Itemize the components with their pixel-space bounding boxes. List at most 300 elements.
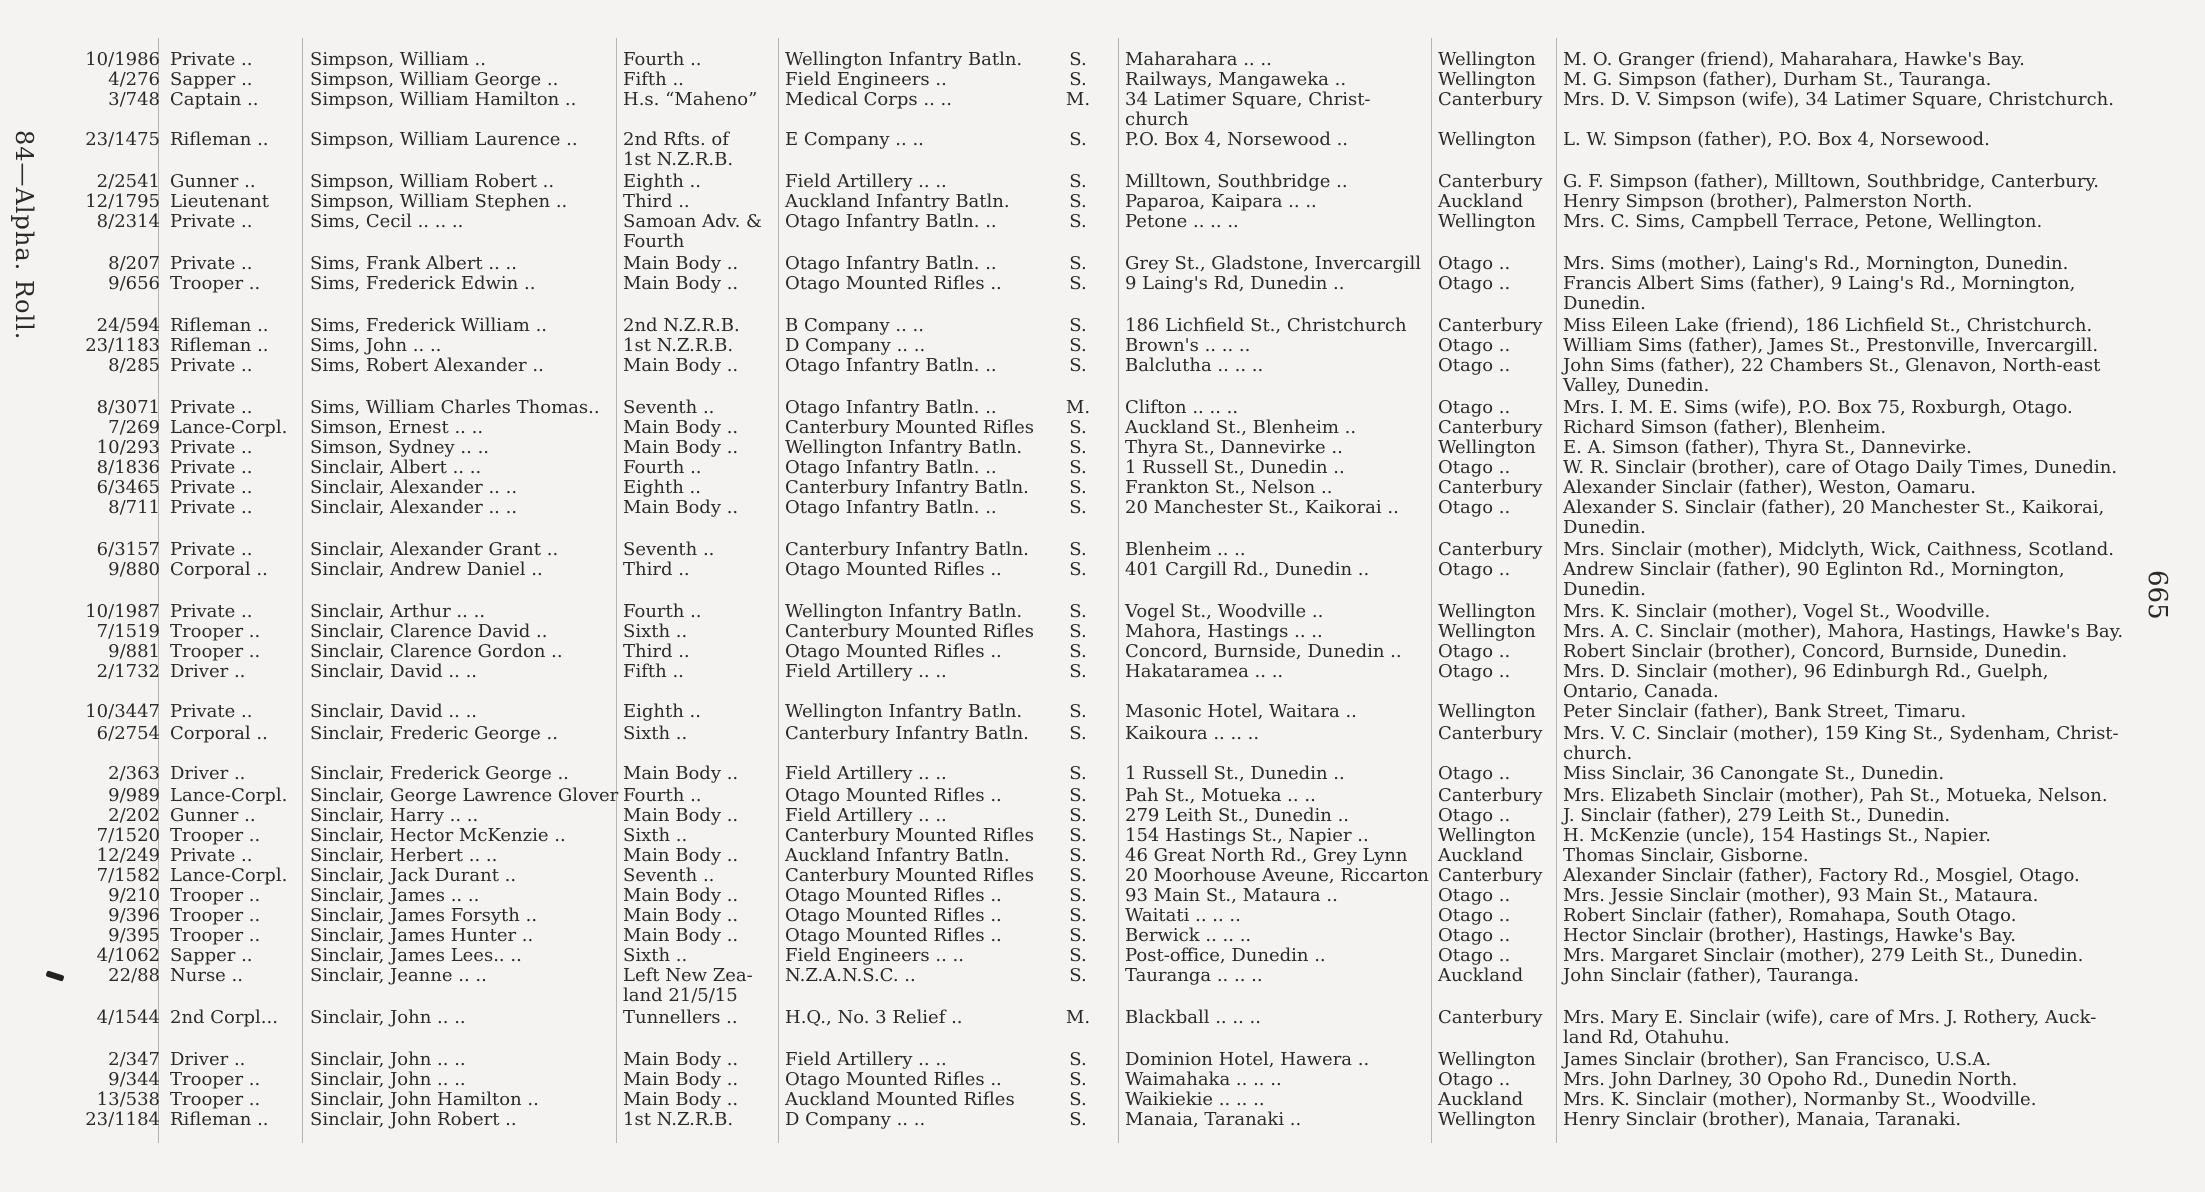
marital-status-cell: S.: [1069, 845, 1087, 866]
unit-cell: 2nd N.Z.R.B.: [623, 315, 740, 336]
corps-cell: Canterbury Infantry Batln.: [785, 477, 1029, 498]
regimental-number-cell: 2/202: [108, 805, 160, 826]
district-cell: Canterbury: [1438, 785, 1543, 806]
address-cell: Dominion Hotel, Hawera ..: [1125, 1049, 1370, 1070]
corps-cell: Field Artillery .. ..: [785, 1049, 947, 1070]
address-cell: Manaia, Taranaki ..: [1125, 1109, 1302, 1130]
corps-cell: Otago Mounted Rifles ..: [785, 785, 1002, 806]
marital-status-cell: S.: [1069, 315, 1087, 336]
rank-cell: Corporal ..: [170, 559, 268, 580]
unit-cell: Eighth ..: [623, 171, 702, 192]
regimental-number-cell: 24/594: [96, 315, 160, 336]
marital-status-cell: S.: [1069, 273, 1087, 294]
rank-cell: Private ..: [170, 477, 253, 498]
corps-cell: Otago Infantry Batln. ..: [785, 457, 997, 478]
marital-status-cell: S.: [1069, 49, 1087, 70]
next-of-kin-cell: Robert Sinclair (brother), Concord, Burnside, Dunedin.: [1563, 641, 2068, 662]
next-of-kin-cell: Hector Sinclair (brother), Hastings, Hawke's Bay.: [1563, 925, 2016, 946]
corps-cell: Medical Corps .. ..: [785, 89, 952, 110]
address-cell: Grey St., Gladstone, Invercargill: [1125, 253, 1421, 274]
soldier-name-cell: Sinclair, David .. ..: [310, 701, 478, 722]
district-cell: Auckland: [1438, 1089, 1524, 1110]
marital-status-cell: S.: [1069, 69, 1087, 90]
next-of-kin-cell: Valley, Dunedin.: [1563, 375, 1710, 396]
district-cell: Otago ..: [1438, 661, 1511, 682]
soldier-name-cell: Sinclair, Jack Durant ..: [310, 865, 517, 886]
corps-cell: D Company .. ..: [785, 335, 926, 356]
regimental-number-cell: 7/1520: [96, 825, 160, 846]
unit-cell: Seventh ..: [623, 397, 715, 418]
unit-cell: Fourth ..: [623, 457, 702, 478]
marital-status-cell: S.: [1069, 129, 1087, 150]
corps-cell: Field Engineers .. ..: [785, 945, 964, 966]
unit-cell: Main Body ..: [623, 1069, 739, 1090]
soldier-name-cell: Sinclair, Alexander .. ..: [310, 497, 518, 518]
unit-cell: Third ..: [623, 641, 690, 662]
address-cell: Blenheim .. ..: [1125, 539, 1246, 560]
rank-cell: Lance-Corpl.: [170, 785, 288, 806]
address-cell: Maharahara .. ..: [1125, 49, 1272, 70]
address-cell: 20 Moorhouse Aveune, Riccarton: [1125, 865, 1429, 886]
next-of-kin-cell: Alexander Sinclair (father), Weston, Oamaru.: [1563, 477, 1976, 498]
soldier-name-cell: Sinclair, James .. ..: [310, 885, 480, 906]
soldier-name-cell: Sinclair, David .. ..: [310, 661, 478, 682]
soldier-name-cell: Sims, John .. ..: [310, 335, 442, 356]
rank-cell: Private ..: [170, 253, 253, 274]
address-cell: 1 Russell St., Dunedin ..: [1125, 457, 1345, 478]
district-cell: Canterbury: [1438, 171, 1543, 192]
corps-cell: Canterbury Infantry Batln.: [785, 723, 1029, 744]
corps-cell: Otago Mounted Rifles ..: [785, 905, 1002, 926]
unit-cell: Fourth: [623, 231, 685, 252]
address-cell: Concord, Burnside, Dunedin ..: [1125, 641, 1402, 662]
address-cell: 20 Manchester St., Kaikorai ..: [1125, 497, 1399, 518]
address-cell: Balclutha .. .. ..: [1125, 355, 1264, 376]
regimental-number-cell: 9/656: [108, 273, 160, 294]
regimental-number-cell: 9/344: [108, 1069, 160, 1090]
marital-status-cell: S.: [1069, 335, 1087, 356]
rank-cell: Trooper ..: [170, 1069, 261, 1090]
next-of-kin-cell: Dunedin.: [1563, 293, 1646, 314]
marital-status-cell: S.: [1069, 211, 1087, 232]
regimental-number-cell: 9/880: [108, 559, 160, 580]
soldier-name-cell: Sims, Frederick William ..: [310, 315, 548, 336]
soldier-name-cell: Sinclair, James Hunter ..: [310, 925, 534, 946]
district-cell: Canterbury: [1438, 477, 1543, 498]
address-cell: 154 Hastings St., Napier ..: [1125, 825, 1369, 846]
district-cell: Otago ..: [1438, 253, 1511, 274]
regimental-number-cell: 23/1184: [85, 1109, 160, 1130]
address-cell: Petone .. .. ..: [1125, 211, 1239, 232]
soldier-name-cell: Simson, Ernest .. ..: [310, 417, 484, 438]
address-cell: 9 Laing's Rd, Dunedin ..: [1125, 273, 1345, 294]
next-of-kin-cell: Mrs. D. Sinclair (mother), 96 Edinburgh Rd., Guelph,: [1563, 661, 2049, 682]
regimental-number-cell: 8/207: [108, 253, 160, 274]
next-of-kin-cell: John Sims (father), 22 Chambers St., Glenavon, North-east: [1563, 355, 2101, 376]
corps-cell: Canterbury Mounted Rifles: [785, 417, 1034, 438]
district-cell: Wellington: [1438, 825, 1536, 846]
rank-cell: Trooper ..: [170, 885, 261, 906]
marital-status-cell: S.: [1069, 559, 1087, 580]
unit-cell: Main Body ..: [623, 1049, 739, 1070]
address-cell: 401 Cargill Rd., Dunedin ..: [1125, 559, 1370, 580]
soldier-name-cell: Sims, Cecil .. .. ..: [310, 211, 464, 232]
marital-status-cell: S.: [1069, 661, 1087, 682]
address-cell: Berwick .. .. ..: [1125, 925, 1252, 946]
district-cell: Wellington: [1438, 601, 1536, 622]
rank-cell: Lieutenant: [170, 191, 269, 212]
unit-cell: Fifth ..: [623, 661, 684, 682]
corps-cell: Wellington Infantry Batln.: [785, 701, 1023, 722]
unit-cell: Third ..: [623, 191, 690, 212]
regimental-number-cell: 23/1475: [85, 129, 160, 150]
soldier-name-cell: Sinclair, Frederic George ..: [310, 723, 558, 744]
address-cell: 1 Russell St., Dunedin ..: [1125, 763, 1345, 784]
corps-cell: Otago Infantry Batln. ..: [785, 355, 997, 376]
soldier-name-cell: Sinclair, Alexander .. ..: [310, 477, 518, 498]
rank-cell: Sapper ..: [170, 945, 253, 966]
corps-cell: Field Artillery .. ..: [785, 661, 947, 682]
district-cell: Otago ..: [1438, 805, 1511, 826]
regimental-number-cell: 4/276: [108, 69, 160, 90]
rank-cell: Trooper ..: [170, 641, 261, 662]
corps-cell: Field Artillery .. ..: [785, 763, 947, 784]
marital-status-cell: S.: [1069, 885, 1087, 906]
district-cell: Otago ..: [1438, 335, 1511, 356]
marital-status-cell: S.: [1069, 805, 1087, 826]
rank-cell: Rifleman ..: [170, 1109, 269, 1130]
district-cell: Otago ..: [1438, 273, 1511, 294]
unit-cell: 1st N.Z.R.B.: [623, 1109, 734, 1130]
unit-cell: Sixth ..: [623, 825, 688, 846]
corps-cell: D Company .. ..: [785, 1109, 926, 1130]
district-cell: Auckland: [1438, 191, 1524, 212]
unit-cell: Sixth ..: [623, 621, 688, 642]
next-of-kin-cell: James Sinclair (brother), San Francisco, U.S.A.: [1563, 1049, 1992, 1070]
next-of-kin-cell: Mrs. K. Sinclair (mother), Vogel St., Woodville.: [1563, 601, 1991, 622]
rank-cell: Private ..: [170, 457, 253, 478]
regimental-number-cell: 10/3447: [85, 701, 160, 722]
regimental-number-cell: 23/1183: [85, 335, 160, 356]
district-cell: Otago ..: [1438, 559, 1511, 580]
district-cell: Otago ..: [1438, 397, 1511, 418]
rank-cell: Private ..: [170, 845, 253, 866]
rank-cell: Corporal ..: [170, 723, 268, 744]
regimental-number-cell: 9/989: [108, 785, 160, 806]
address-cell: Paparoa, Kaipara .. ..: [1125, 191, 1317, 212]
district-cell: Auckland: [1438, 965, 1524, 986]
corps-cell: Otago Mounted Rifles ..: [785, 559, 1002, 580]
district-cell: Canterbury: [1438, 417, 1543, 438]
district-cell: Wellington: [1438, 49, 1536, 70]
corps-cell: Canterbury Mounted Rifles: [785, 865, 1034, 886]
corps-cell: Otago Infantry Batln. ..: [785, 253, 997, 274]
address-cell: Blackball .. .. ..: [1125, 1007, 1261, 1028]
marital-status-cell: S.: [1069, 601, 1087, 622]
rank-cell: Gunner ..: [170, 171, 256, 192]
soldier-name-cell: Simpson, William George ..: [310, 69, 559, 90]
corps-cell: H.Q., No. 3 Relief ..: [785, 1007, 963, 1028]
regimental-number-cell: 10/293: [96, 437, 160, 458]
next-of-kin-cell: Richard Simson (father), Blenheim.: [1563, 417, 1887, 438]
regimental-number-cell: 4/1544: [96, 1007, 160, 1028]
rank-cell: Driver ..: [170, 763, 246, 784]
soldier-name-cell: Sinclair, James Lees.. ..: [310, 945, 522, 966]
soldier-name-cell: Sinclair, Herbert .. ..: [310, 845, 498, 866]
district-cell: Otago ..: [1438, 905, 1511, 926]
rank-cell: Lance-Corpl.: [170, 417, 288, 438]
address-cell: Waikiekie .. .. ..: [1125, 1089, 1265, 1110]
next-of-kin-cell: Robert Sinclair (father), Romahapa, South Otago.: [1563, 905, 2017, 926]
rank-cell: Driver ..: [170, 1049, 246, 1070]
soldier-name-cell: Simpson, William Laurence ..: [310, 129, 578, 150]
column-rule: [1118, 38, 1119, 1143]
unit-cell: Main Body ..: [623, 253, 739, 274]
rank-cell: Lance-Corpl.: [170, 865, 288, 886]
marital-status-cell: S.: [1069, 417, 1087, 438]
marital-status-cell: S.: [1069, 965, 1087, 986]
regimental-number-cell: 8/1836: [96, 457, 160, 478]
regimental-number-cell: 7/1519: [96, 621, 160, 642]
next-of-kin-cell: E. A. Simson (father), Thyra St., Dannevirke.: [1563, 437, 1972, 458]
next-of-kin-cell: Mrs. Margaret Sinclair (mother), 279 Leith St., Dunedin.: [1563, 945, 2084, 966]
page-number: 665: [2142, 570, 2172, 620]
column-rule: [778, 38, 779, 1143]
marital-status-cell: S.: [1069, 457, 1087, 478]
marital-status-cell: S.: [1069, 925, 1087, 946]
marital-status-cell: M.: [1065, 89, 1091, 110]
corps-cell: Otago Mounted Rifles ..: [785, 641, 1002, 662]
address-cell: 93 Main St., Mataura ..: [1125, 885, 1338, 906]
next-of-kin-cell: Ontario, Canada.: [1563, 681, 1719, 702]
regimental-number-cell: 4/1062: [96, 945, 160, 966]
unit-cell: Main Body ..: [623, 1089, 739, 1110]
address-cell: Railways, Mangaweka ..: [1125, 69, 1347, 90]
next-of-kin-cell: William Sims (father), James St., Prestonville, Invercargill.: [1563, 335, 2099, 356]
corps-cell: Otago Mounted Rifles ..: [785, 885, 1002, 906]
address-cell: Post-office, Dunedin ..: [1125, 945, 1326, 966]
marital-status-cell: S.: [1069, 477, 1087, 498]
district-cell: Canterbury: [1438, 539, 1543, 560]
regimental-number-cell: 10/1986: [85, 49, 160, 70]
soldier-name-cell: Sims, William Charles Thomas..: [310, 397, 600, 418]
district-cell: Otago ..: [1438, 457, 1511, 478]
next-of-kin-cell: H. McKenzie (uncle), 154 Hastings St., Napier.: [1563, 825, 1991, 846]
next-of-kin-cell: Mrs. Elizabeth Sinclair (mother), Pah St., Motueka, Nelson.: [1563, 785, 2108, 806]
address-cell: Masonic Hotel, Waitara ..: [1125, 701, 1357, 722]
district-cell: Wellington: [1438, 437, 1536, 458]
marital-status-cell: S.: [1069, 437, 1087, 458]
district-cell: Otago ..: [1438, 1069, 1511, 1090]
regimental-number-cell: 8/3071: [96, 397, 160, 418]
marital-status-cell: S.: [1069, 785, 1087, 806]
next-of-kin-cell: J. Sinclair (father), 279 Leith St., Dunedin.: [1563, 805, 1951, 826]
next-of-kin-cell: Dunedin.: [1563, 517, 1646, 538]
unit-cell: Fourth ..: [623, 601, 702, 622]
rank-cell: Rifleman ..: [170, 315, 269, 336]
column-rule: [1431, 38, 1432, 1143]
next-of-kin-cell: Mrs. Sinclair (mother), Midclyth, Wick, Caithness, Scotland.: [1563, 539, 2114, 560]
regimental-number-cell: 8/2314: [96, 211, 160, 232]
regimental-number-cell: 9/210: [108, 885, 160, 906]
address-cell: 279 Leith St., Dunedin ..: [1125, 805, 1350, 826]
address-cell: Pah St., Motueka .. ..: [1125, 785, 1316, 806]
soldier-name-cell: Sinclair, James Forsyth ..: [310, 905, 538, 926]
district-cell: Canterbury: [1438, 865, 1543, 886]
side-title: 84—Alpha. Roll.: [10, 130, 38, 341]
soldier-name-cell: Sinclair, Jeanne .. ..: [310, 965, 487, 986]
next-of-kin-cell: W. R. Sinclair (brother), care of Otago Daily Times, Dunedin.: [1563, 457, 2118, 478]
soldier-name-cell: Sinclair, John Robert ..: [310, 1109, 517, 1130]
unit-cell: Main Body ..: [623, 845, 739, 866]
district-cell: Wellington: [1438, 129, 1536, 150]
address-cell: Milltown, Southbridge ..: [1125, 171, 1348, 192]
soldier-name-cell: Sinclair, Hector McKenzie ..: [310, 825, 566, 846]
corps-cell: Otago Infantry Batln. ..: [785, 397, 997, 418]
next-of-kin-cell: L. W. Simpson (father), P.O. Box 4, Norsewood.: [1563, 129, 1990, 150]
corps-cell: Wellington Infantry Batln.: [785, 49, 1023, 70]
next-of-kin-cell: land Rd, Otahuhu.: [1563, 1027, 1730, 1048]
address-cell: Auckland St., Blenheim ..: [1125, 417, 1357, 438]
corps-cell: Otago Mounted Rifles ..: [785, 1069, 1002, 1090]
regimental-number-cell: 10/1987: [85, 601, 160, 622]
regimental-number-cell: 8/711: [108, 497, 160, 518]
unit-cell: Sixth ..: [623, 945, 688, 966]
corps-cell: Otago Infantry Batln. ..: [785, 211, 997, 232]
district-cell: Otago ..: [1438, 885, 1511, 906]
unit-cell: Samoan Adv. &: [623, 211, 763, 232]
regimental-number-cell: 7/269: [108, 417, 160, 438]
district-cell: Canterbury: [1438, 723, 1543, 744]
rank-cell: Trooper ..: [170, 273, 261, 294]
corps-cell: N.Z.A.N.S.C. ..: [785, 965, 916, 986]
rank-cell: Trooper ..: [170, 825, 261, 846]
district-cell: Wellington: [1438, 211, 1536, 232]
unit-cell: Main Body ..: [623, 355, 739, 376]
regimental-number-cell: 9/396: [108, 905, 160, 926]
address-cell: P.O. Box 4, Norsewood ..: [1125, 129, 1349, 150]
corps-cell: Field Artillery .. ..: [785, 171, 947, 192]
next-of-kin-cell: Mrs. Jessie Sinclair (mother), 93 Main St., Mataura.: [1563, 885, 2039, 906]
district-cell: Wellington: [1438, 1049, 1536, 1070]
district-cell: Otago ..: [1438, 355, 1511, 376]
next-of-kin-cell: Mrs. John Darlney, 30 Opoho Rd., Dunedin North.: [1563, 1069, 2018, 1090]
address-cell: church: [1125, 109, 1189, 130]
unit-cell: Main Body ..: [623, 905, 739, 926]
marital-status-cell: S.: [1069, 865, 1087, 886]
soldier-name-cell: Sinclair, John Hamilton ..: [310, 1089, 539, 1110]
district-cell: Otago ..: [1438, 945, 1511, 966]
rank-cell: Trooper ..: [170, 925, 261, 946]
marital-status-cell: S.: [1069, 763, 1087, 784]
soldier-name-cell: Sinclair, Harry .. ..: [310, 805, 479, 826]
next-of-kin-cell: Francis Albert Sims (father), 9 Laing's Rd., Mornington,: [1563, 273, 2076, 294]
soldier-name-cell: Sims, Frederick Edwin ..: [310, 273, 536, 294]
rank-cell: Private ..: [170, 497, 253, 518]
next-of-kin-cell: Henry Simpson (brother), Palmerston North.: [1563, 191, 1973, 212]
regimental-number-cell: 2/1732: [96, 661, 160, 682]
regimental-number-cell: 9/881: [108, 641, 160, 662]
rank-cell: Captain ..: [170, 89, 259, 110]
rank-cell: Nurse ..: [170, 965, 244, 986]
rank-cell: Gunner ..: [170, 805, 256, 826]
address-cell: Brown's .. .. ..: [1125, 335, 1251, 356]
rank-cell: Sapper ..: [170, 69, 253, 90]
next-of-kin-cell: Mrs. Sims (mother), Laing's Rd., Mornington, Dunedin.: [1563, 253, 2069, 274]
regimental-number-cell: 12/1795: [85, 191, 160, 212]
soldier-name-cell: Sinclair, Frederick George ..: [310, 763, 569, 784]
regimental-number-cell: 8/285: [108, 355, 160, 376]
soldier-name-cell: Sinclair, John .. ..: [310, 1007, 466, 1028]
soldier-name-cell: Simpson, William ..: [310, 49, 486, 70]
next-of-kin-cell: Mrs. I. M. E. Sims (wife), P.O. Box 75, Roxburgh, Otago.: [1563, 397, 2073, 418]
rank-cell: Trooper ..: [170, 1089, 261, 1110]
rank-cell: Rifleman ..: [170, 335, 269, 356]
next-of-kin-cell: Thomas Sinclair, Gisborne.: [1563, 845, 1809, 866]
corps-cell: Field Engineers ..: [785, 69, 947, 90]
rank-cell: Trooper ..: [170, 621, 261, 642]
corps-cell: Otago Mounted Rifles ..: [785, 925, 1002, 946]
address-cell: Thyra St., Dannevirke ..: [1125, 437, 1343, 458]
unit-cell: Sixth ..: [623, 723, 688, 744]
next-of-kin-cell: Henry Sinclair (brother), Manaia, Taranaki.: [1563, 1109, 1962, 1130]
soldier-name-cell: Sinclair, Albert .. ..: [310, 457, 482, 478]
district-cell: Canterbury: [1438, 1007, 1543, 1028]
rank-cell: Private ..: [170, 355, 253, 376]
regimental-number-cell: 2/347: [108, 1049, 160, 1070]
soldier-name-cell: Sinclair, Alexander Grant ..: [310, 539, 559, 560]
district-cell: Wellington: [1438, 621, 1536, 642]
corps-cell: E Company .. ..: [785, 129, 924, 150]
soldier-name-cell: Sinclair, Clarence David ..: [310, 621, 548, 642]
regimental-number-cell: 3/748: [108, 89, 160, 110]
corps-cell: Canterbury Mounted Rifles: [785, 825, 1034, 846]
regimental-number-cell: 7/1582: [96, 865, 160, 886]
unit-cell: Main Body ..: [623, 273, 739, 294]
marital-status-cell: S.: [1069, 1069, 1087, 1090]
unit-cell: Main Body ..: [623, 763, 739, 784]
next-of-kin-cell: Miss Eileen Lake (friend), 186 Lichfield St., Christchurch.: [1563, 315, 2093, 336]
unit-cell: 1st N.Z.R.B.: [623, 149, 734, 170]
rank-cell: Private ..: [170, 539, 253, 560]
address-cell: Kaikoura .. .. ..: [1125, 723, 1260, 744]
marital-status-cell: S.: [1069, 1109, 1087, 1130]
soldier-name-cell: Simpson, William Stephen ..: [310, 191, 568, 212]
address-cell: Vogel St., Woodville ..: [1125, 601, 1324, 622]
district-cell: Canterbury: [1438, 315, 1543, 336]
district-cell: Wellington: [1438, 701, 1536, 722]
next-of-kin-cell: G. F. Simpson (father), Milltown, Southbridge, Canterbury.: [1563, 171, 2099, 192]
next-of-kin-cell: Dunedin.: [1563, 579, 1646, 600]
unit-cell: land 21/5/15: [623, 985, 738, 1006]
rank-cell: Private ..: [170, 437, 253, 458]
unit-cell: Fourth ..: [623, 785, 702, 806]
rank-cell: Rifleman ..: [170, 129, 269, 150]
district-cell: Otago ..: [1438, 641, 1511, 662]
marital-status-cell: S.: [1069, 825, 1087, 846]
next-of-kin-cell: Mrs. A. C. Sinclair (mother), Mahora, Hastings, Hawke's Bay.: [1563, 621, 2124, 642]
regimental-number-cell: 2/363: [108, 763, 160, 784]
unit-cell: Tunnellers ..: [623, 1007, 738, 1028]
unit-cell: Third ..: [623, 559, 690, 580]
next-of-kin-cell: Mrs. C. Sims, Campbell Terrace, Petone, Wellington.: [1563, 211, 2043, 232]
district-cell: Otago ..: [1438, 497, 1511, 518]
unit-cell: Eighth ..: [623, 477, 702, 498]
regimental-number-cell: 13/538: [96, 1089, 160, 1110]
unit-cell: Main Body ..: [623, 417, 739, 438]
address-cell: Mahora, Hastings .. ..: [1125, 621, 1323, 642]
soldier-name-cell: Simpson, William Robert ..: [310, 171, 555, 192]
